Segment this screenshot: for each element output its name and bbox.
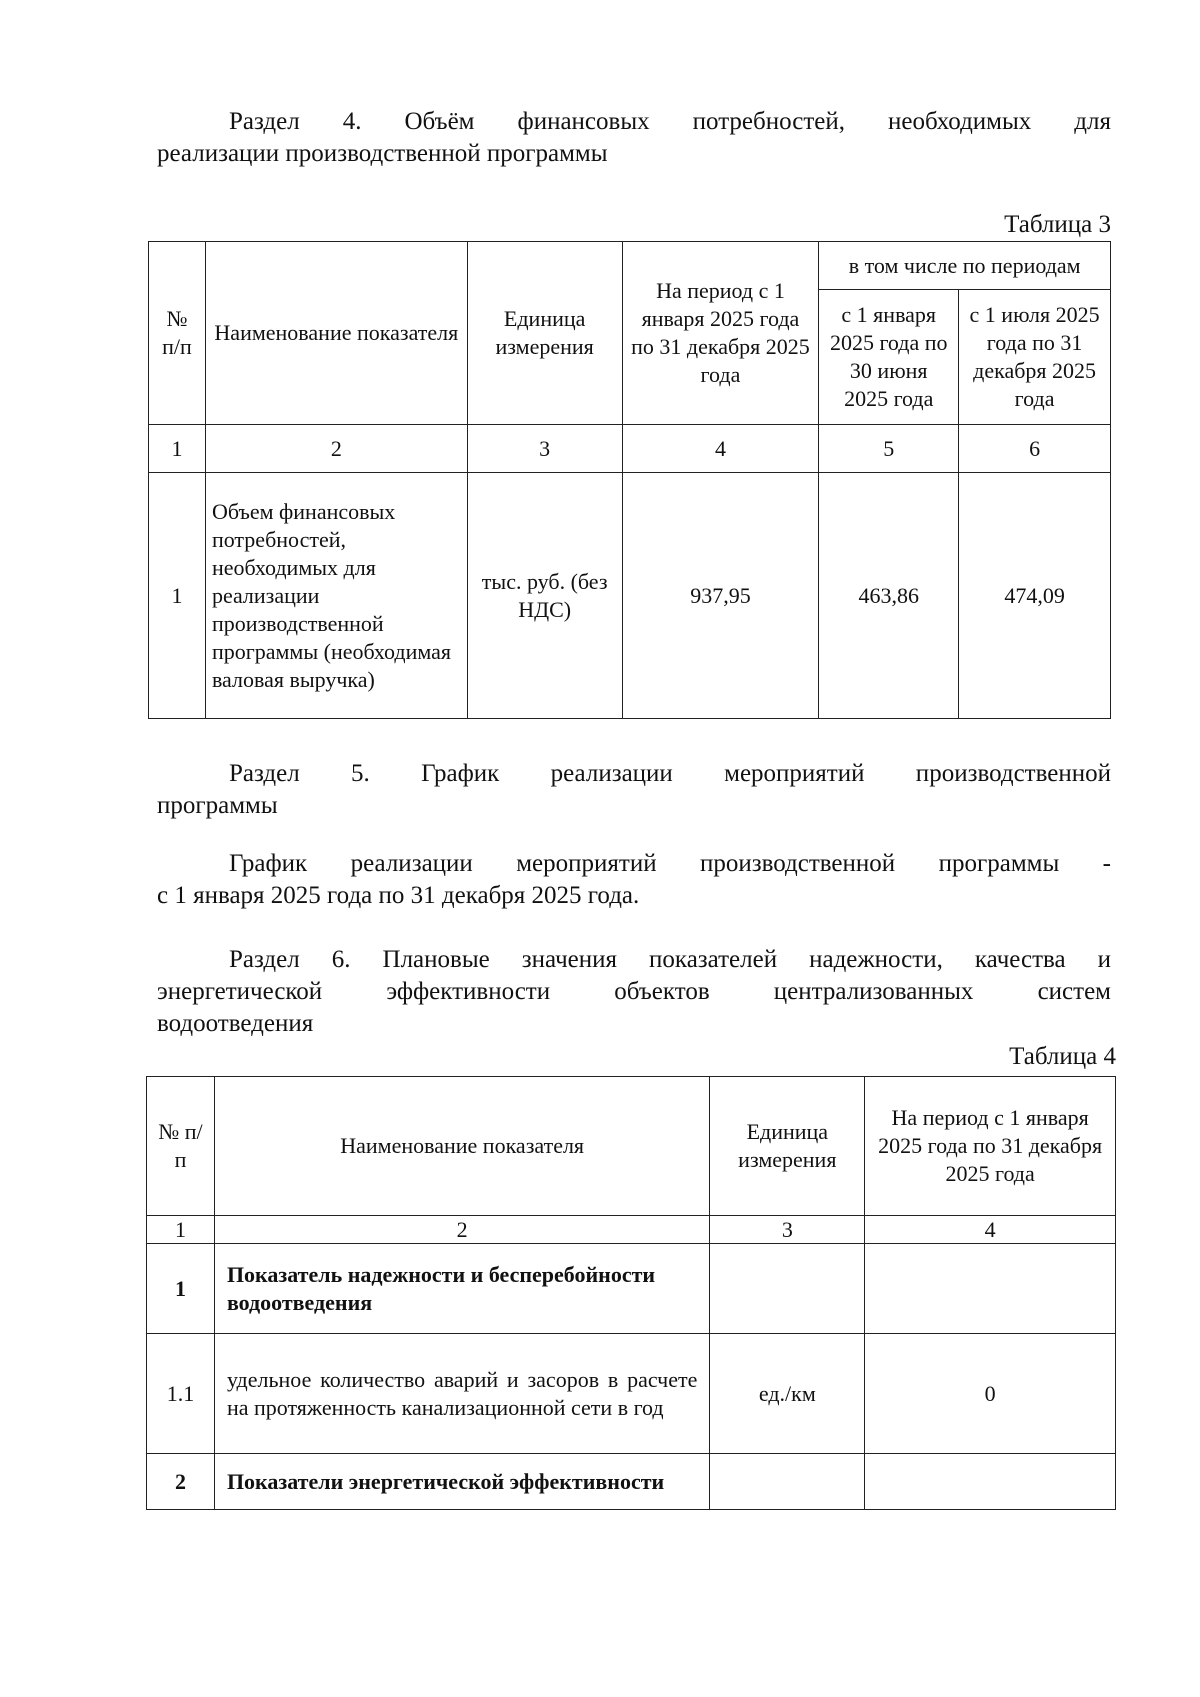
section5-text-line1: График реализации мероприятий производственной программы - bbox=[229, 850, 1111, 877]
table-row bbox=[147, 1454, 1116, 1510]
table4-row-unit bbox=[710, 1244, 865, 1334]
section6-title-line2: энергетической эффективности объектов централизованных систем bbox=[157, 978, 1111, 1005]
section5-title-line1: Раздел 5. График реализации мероприятий производственной bbox=[229, 760, 1111, 787]
table4-column-numbers-row bbox=[147, 1216, 1116, 1244]
section5-text-line2: с 1 января 2025 года по 31 декабря 2025 года. bbox=[157, 882, 640, 909]
table3-colnum: 3 bbox=[467, 425, 622, 473]
table3 bbox=[148, 241, 1111, 719]
table4-row-name: удельное количество аварий и засоров в расчете на протяженность канализационной сети в год bbox=[214, 1334, 709, 1454]
table3-colnum: 2 bbox=[205, 425, 467, 473]
table4 bbox=[146, 1076, 1116, 1510]
table3-header-half2: с 1 июля 2025 года по 31 декабря 2025 года bbox=[959, 290, 1111, 425]
table4-row-value bbox=[865, 1244, 1116, 1334]
table4-row-unit bbox=[710, 1454, 865, 1510]
table4-row-num: 2 bbox=[147, 1454, 215, 1510]
table4-row-num: 1.1 bbox=[147, 1334, 215, 1454]
section6-title-line1: Раздел 6. Плановые значения показателей надежности, качества и bbox=[229, 946, 1111, 973]
table3-header-half1: с 1 января 2025 года по 30 июня 2025 года bbox=[819, 290, 959, 425]
table-row bbox=[149, 473, 1111, 719]
table-row bbox=[147, 1244, 1116, 1334]
table3-row-num: 1 bbox=[149, 473, 206, 719]
table3-column-numbers-row bbox=[149, 425, 1111, 473]
table3-colnum: 6 bbox=[959, 425, 1111, 473]
table3-colnum: 1 bbox=[149, 425, 206, 473]
table4-row-value: 0 bbox=[865, 1334, 1116, 1454]
table4-header-name: Наименование показателя bbox=[214, 1077, 709, 1216]
table3-colnum: 4 bbox=[622, 425, 819, 473]
table4-row-value bbox=[865, 1454, 1116, 1510]
section4-title-line2: реализации производственной программы bbox=[157, 140, 608, 167]
table3-header-row bbox=[149, 242, 1111, 290]
table4-colnum: 1 bbox=[147, 1216, 215, 1244]
table4-colnum: 4 bbox=[865, 1216, 1116, 1244]
table4-caption: Таблица 4 bbox=[1009, 1043, 1116, 1070]
table4-header-num: № п/п bbox=[147, 1077, 215, 1216]
table4-row-unit: ед./км bbox=[710, 1334, 865, 1454]
section5-title-line2: программы bbox=[157, 792, 278, 819]
table-row bbox=[147, 1334, 1116, 1454]
section4-title-line1: Раздел 4. Объём финансовых потребностей, необходимых для bbox=[229, 108, 1111, 135]
table4-header-row bbox=[147, 1077, 1116, 1216]
table4-row-name: Показатели энергетической эффективности bbox=[214, 1454, 709, 1510]
table3-row-unit: тыс. руб. (без НДС) bbox=[467, 473, 622, 719]
table3-header-name: Наименование показателя bbox=[205, 242, 467, 425]
table3-header-num: № п/п bbox=[149, 242, 206, 425]
table4-row-num: 1 bbox=[147, 1244, 215, 1334]
table3-row-name: Объем финансовых потребностей, необходимых для реализации производственной программы (необходимая валовая выручка) bbox=[205, 473, 467, 719]
table3-row-half1: 463,86 bbox=[819, 473, 959, 719]
table3-header-unit: Единица измерения bbox=[467, 242, 622, 425]
table3-header-period: На период с 1 января 2025 года по 31 декабря 2025 года bbox=[622, 242, 819, 425]
table4-row-name: Показатель надежности и бесперебойности водоотведения bbox=[214, 1244, 709, 1334]
table3-colnum: 5 bbox=[819, 425, 959, 473]
section6-title-line3: водоотведения bbox=[157, 1010, 314, 1037]
table3-header-subperiods: в том числе по периодам bbox=[819, 242, 1111, 290]
table4-colnum: 2 bbox=[214, 1216, 709, 1244]
table3-row-half2: 474,09 bbox=[959, 473, 1111, 719]
table3-row-total: 937,95 bbox=[622, 473, 819, 719]
table3-caption: Таблица 3 bbox=[1004, 211, 1111, 238]
table4-colnum: 3 bbox=[710, 1216, 865, 1244]
table4-header-period: На период с 1 января 2025 года по 31 декабря 2025 года bbox=[865, 1077, 1116, 1216]
table4-header-unit: Единица измерения bbox=[710, 1077, 865, 1216]
